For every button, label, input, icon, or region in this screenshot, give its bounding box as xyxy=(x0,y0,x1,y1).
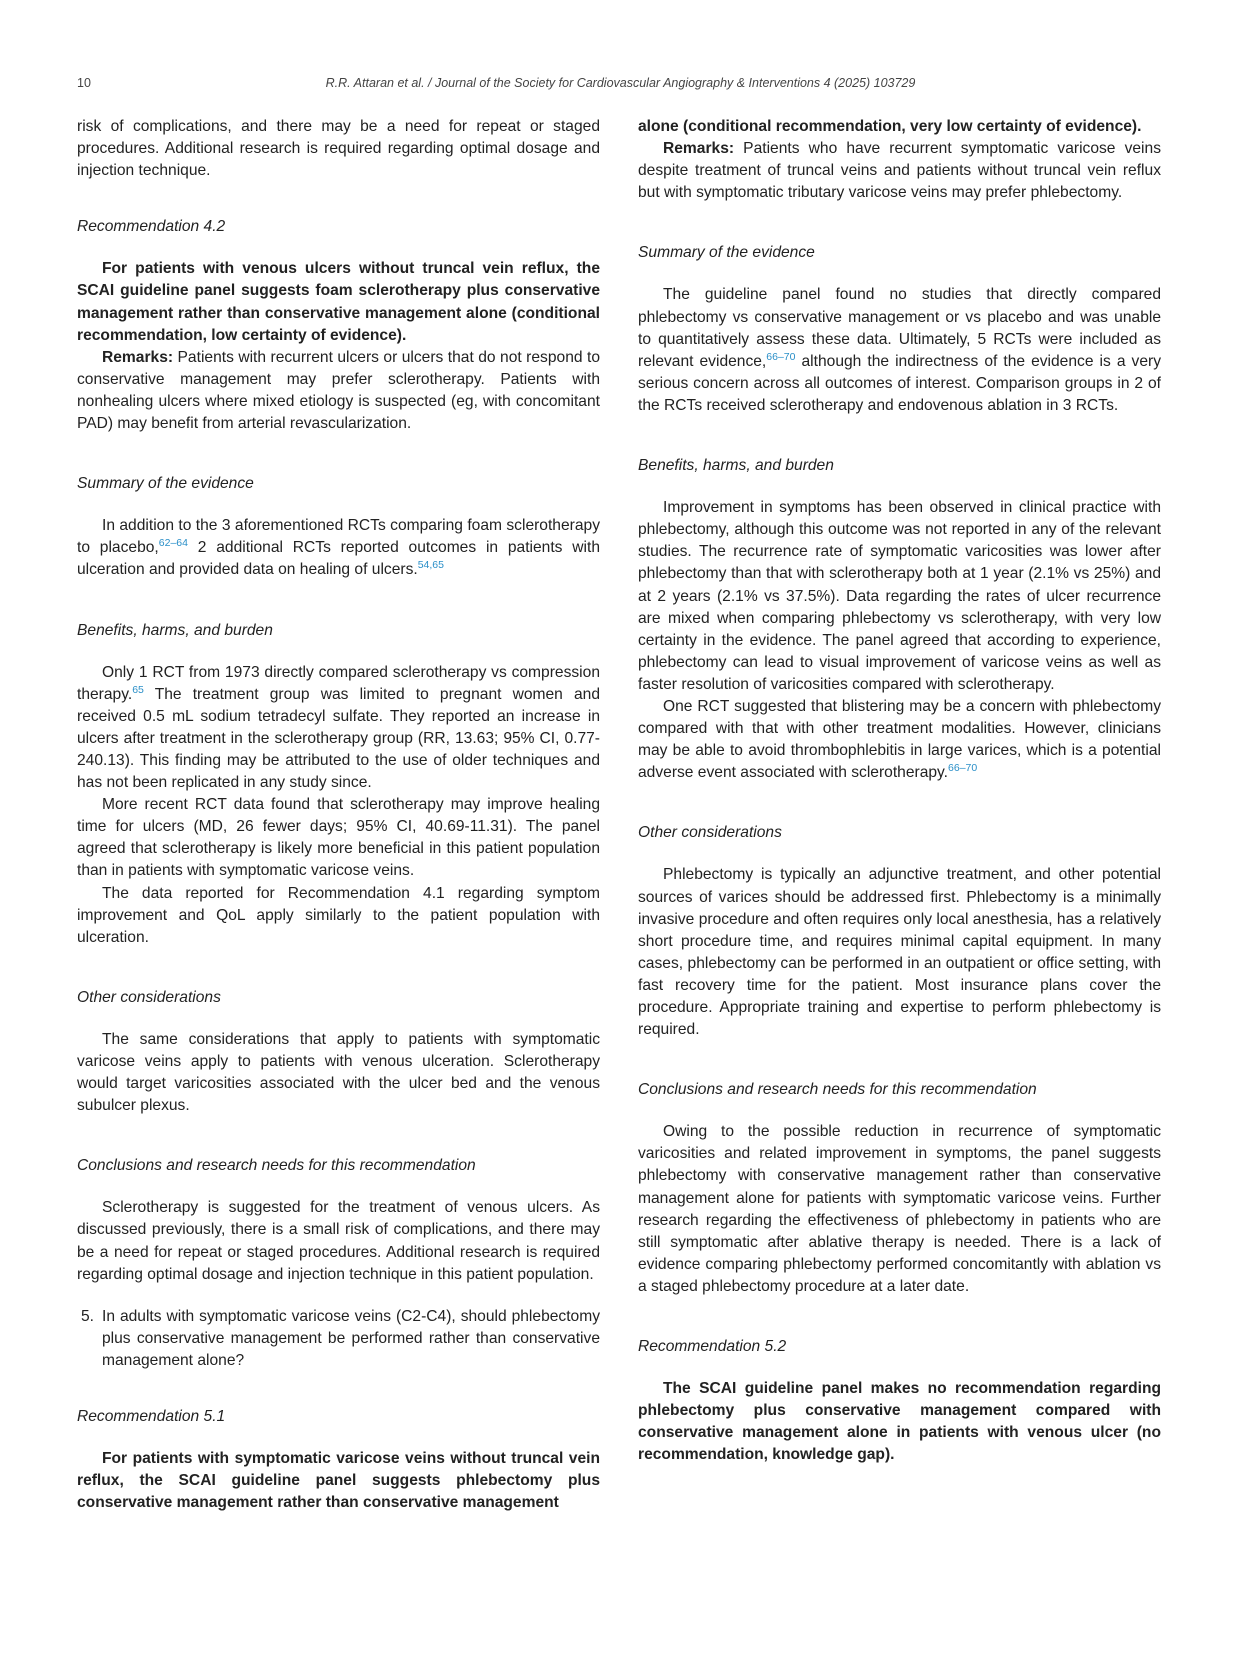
paragraph xyxy=(638,284,1161,417)
paragraph: Improvement in symptoms has been observed in clinical practice with phlebectomy, although this outcome was not reported in any of the relevant studies. The recurrence rate of symptomatic varicosities was lower after phlebectomy than that with sclerotherapy both at 1 year (2.1% vs 25%) and at 2 years (2.1% vs 37.5%). Data regarding the rates of ulcer recurrence are mixed when comparing phlebectomy vs sclerotherapy, with very low certainty in the evidence. The panel agreed that according to experience, phlebectomy can lead to visual improvement of varicose veins as well as faster resolution of varicosities compared with sclerotherapy. xyxy=(638,499,1161,693)
paragraph: risk of complications, and there may be a need for repeat or staged procedures. Additional research is required regarding optimal dosage and injection technique. xyxy=(77,118,600,180)
section-heading: Summary of the evidence xyxy=(77,475,254,493)
section-heading: Recommendation 5.2 xyxy=(638,1338,787,1356)
remarks-paragraph xyxy=(77,347,600,435)
section-heading: Benefits, harms, and burden xyxy=(77,621,273,639)
recommendation-text: The SCAI guideline panel makes no recommendation regarding phlebectomy plus conservative management compared with conservative management alone in patients with venous ulcer (no recommendation, knowledge gap). xyxy=(638,1380,1161,1464)
paragraph xyxy=(77,662,600,795)
text-run: although the indirectness of the evidence is a very serious concern across all outcomes of interest. Comparison groups in 2 of the RCTs received sclerotherapy and endovenous ablation in 3 RCTs. xyxy=(638,352,1161,414)
text-run: In addition to the 3 aforementioned RCTs comparing foam sclerotherapy to placebo, xyxy=(77,517,600,557)
text-run: The treatment group was limited to pregnant women and received 0.5 mL sodium tetradecyl sulfate. They reported an increase in ulcers after treatment in the sclerotherapy group (RR, 13.63; 95% CI, 0.77-240.13). This finding may be attributed to the use of older techniques and has not been replicated in any study since. xyxy=(77,685,600,792)
paragraph: More recent RCT data found that sclerotherapy may improve healing time for ulcers (MD, 26 fewer days; 95% CI, 40.69-11.31). The panel agreed that sclerotherapy is likely more beneficial in this patient population than in patients with symptomatic varicose veins. xyxy=(77,796,600,880)
right-column xyxy=(638,116,1161,1467)
paragraph: The same considerations that apply to patients with symptomatic varicose veins apply to patients with venous ulceration. Sclerotherapy would target varicosities associated with the ulcer bed and the venous subulcer plexus. xyxy=(77,1030,600,1115)
remarks-paragraph xyxy=(638,138,1161,204)
page-number: 10 xyxy=(77,76,91,90)
recommendation-text: For patients with venous ulcers without truncal vein reflux, the SCAI guideline panel suggests foam sclerotherapy plus conservative management rather than conservative management alone (conditional recommendation, low certainty of evidence). xyxy=(77,260,600,344)
section-heading: Conclusions and research needs for this recommendation xyxy=(638,1081,1037,1099)
recommendation-text: alone (conditional recommendation, very low certainty of evidence). xyxy=(638,118,1142,135)
citation-link[interactable]: 54,65 xyxy=(417,559,444,572)
text-run: Only 1 RCT from 1973 directly compared sclerotherapy vs compression therapy. xyxy=(77,663,600,703)
paragraph: Sclerotherapy is suggested for the treatment of venous ulcers. As discussed previously, there is a small risk of complications, and there may be a need for repeat or staged procedures. Additional research is required regarding optimal dosage and injection technique in this patient population. xyxy=(77,1199,600,1283)
journal-citation: R.R. Attaran et al. / Journal of the Society for Cardiovascular Angiography & Interventions 4 (2025) 103729 xyxy=(325,76,916,90)
citation-link[interactable]: 62–64 xyxy=(158,537,188,550)
text-run: One RCT suggested that blistering may be a concern with phlebectomy compared with that with other treatment modalities. However, clinicians may be able to avoid thrombophlebitis in large varices, which is a potential adverse event associated with sclerotherapy. xyxy=(638,697,1161,782)
section-heading: Recommendation 5.1 xyxy=(77,1408,226,1426)
left-column xyxy=(77,116,600,1514)
running-header xyxy=(77,76,1164,96)
section-heading: Other considerations xyxy=(77,988,221,1006)
paragraph: Owing to the possible reduction in recurrence of symptomatic varicosities and related improvement in symptoms, the panel suggests phlebectomy with conservative management rather than conservative management alone for patients with symptomatic varicose veins. Further research regarding the effectiveness of phlebectomy in patients who are still symptomatic after ablative therapy is needed. There is a lack of evidence comparing phlebectomy performed concomitantly with ablation vs a staged phlebectomy procedure at a later date. xyxy=(638,1123,1161,1295)
question-number: 5. xyxy=(81,1307,95,1325)
paragraph xyxy=(638,696,1161,784)
text-run: The guideline panel found no studies that directly compared phlebectomy vs conservative management or vs placebo and was unable to quantitatively assess these data. Ultimately, 5 RCTs were included as relevant evidence, xyxy=(638,286,1161,370)
citation-link[interactable]: 66–70 xyxy=(948,762,978,775)
section-heading: Conclusions and research needs for this recommendation xyxy=(77,1157,476,1175)
paragraph: Phlebectomy is typically an adjunctive treatment, and other potential sources of varices should be addressed first. Phlebectomy is a minimally invasive procedure and often requires only local anesthesia, has a relatively short procedure time, and requires minimal capital equipment. In many cases, phlebectomy can be performed in an outpatient or office setting, with fast recovery time for the patient. Most insurance plans cover the procedure. Appropriate training and expertise to perform phlebectomy is required. xyxy=(638,866,1161,1039)
remarks-text: Patients who have recurrent symptomatic varicose veins despite treatment of truncal veins and patients without truncal vein reflux but with symptomatic tributary varicose veins may prefer phlebectomy. xyxy=(638,140,1161,202)
recommendation-text: For patients with symptomatic varicose veins without truncal vein reflux, the SCAI guideline panel suggests phlebectomy plus conservative management rather than conservative management xyxy=(77,1450,600,1512)
section-heading: Benefits, harms, and burden xyxy=(638,457,834,475)
key-question xyxy=(77,1306,600,1372)
question-text: In adults with symptomatic varicose veins (C2-C4), should phlebectomy plus conservative management be performed rather than conservative management alone? xyxy=(102,1307,600,1369)
remarks-label: Remarks: xyxy=(102,348,174,366)
remarks-label: Remarks: xyxy=(663,140,735,158)
section-heading: Recommendation 4.2 xyxy=(77,218,226,236)
paragraph: The data reported for Recommendation 4.1 regarding symptom improvement and QoL apply similarly to the patient population with ulceration. xyxy=(77,884,600,946)
section-heading: Summary of the evidence xyxy=(638,244,815,262)
citation-link[interactable]: 65 xyxy=(132,683,144,696)
citation-link[interactable]: 66–70 xyxy=(766,350,796,363)
section-heading: Other considerations xyxy=(638,824,782,842)
text-run: 2 additional RCTs reported outcomes in patients with ulceration and provided data on healing of ulcers. xyxy=(77,539,601,579)
remarks-text: Patients with recurrent ulcers or ulcers that do not respond to conservative management may prefer sclerotherapy. Patients with nonhealing ulcers where mixed etiology is suspected (eg, with concomitant PAD) may benefit from arterial revascularization. xyxy=(77,348,600,433)
paragraph xyxy=(77,515,600,581)
